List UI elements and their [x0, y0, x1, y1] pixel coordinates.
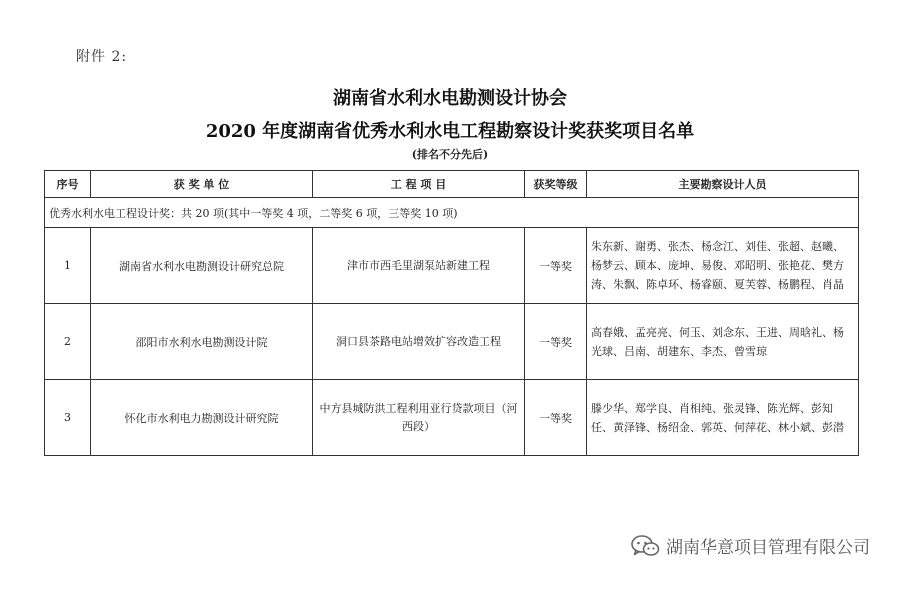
- org-title: 湖南省水利水电勘测设计协会: [333, 88, 567, 109]
- row-num: 2: [45, 304, 91, 380]
- table-row: [45, 228, 859, 304]
- awards-table: [44, 170, 859, 456]
- row-people: 朱东新、谢勇、张杰、杨念江、刘佳、张超、赵曦、杨梦云、顾本、庞坤、易俊、邓昭明、张艳花、樊方涛、朱飘、陈卓环、杨睿颐、夏芙蓉、杨鹏程、肖晶: [587, 228, 859, 304]
- category-text: 优秀水利水电工程设计奖：共 20 项(其中一等奖 4 项，二等奖 6 项，三等奖 10 项): [45, 198, 859, 228]
- watermark: [630, 533, 870, 558]
- document-title: 2020 年度湖南省优秀水利水电工程勘察设计奖获奖项目名单: [205, 121, 695, 142]
- row-people: 滕少华、郑学良、肖相纯、张灵锋、陈光辉、彭知任、黄泽锋、杨绍金、郭英、何萍花、林小斌、彭潜: [587, 380, 859, 456]
- header-num: 序号: [45, 171, 91, 198]
- row-num: 1: [45, 228, 91, 304]
- header-unit: 获 奖 单 位: [91, 171, 313, 198]
- row-project: 中方县城防洪工程利用亚行贷款项目（河西段）: [313, 380, 525, 456]
- attachment-label: 附件 2:: [76, 49, 128, 65]
- header-project: 工 程 项 目: [313, 171, 525, 198]
- row-project: 洞口县茶路电站增效扩容改造工程: [313, 304, 525, 380]
- row-level: 一等奖: [525, 380, 587, 456]
- row-people: 高春娥、孟亮亮、何玉、刘念东、王进、周晗礼、杨光球、吕南、胡建东、李杰、曾雪琼: [587, 304, 859, 380]
- row-unit: 怀化市水利电力勘测设计研究院: [91, 380, 313, 456]
- watermark-text: 湖南华意项目管理有限公司: [666, 538, 870, 558]
- header-row: [45, 171, 859, 198]
- row-unit: 湖南省水利水电勘测设计研究总院: [91, 228, 313, 304]
- wechat-icon: [630, 534, 660, 558]
- table-row: [45, 304, 859, 380]
- row-unit: 邵阳市水利水电勘测设计院: [91, 304, 313, 380]
- category-row: [45, 198, 859, 228]
- header-level: 获奖等级: [525, 171, 587, 198]
- row-num: 3: [45, 380, 91, 456]
- table-row: [45, 380, 859, 456]
- row-project: 津市市西毛里湖泵站新建工程: [313, 228, 525, 304]
- header-people: 主要勘察设计人员: [587, 171, 859, 198]
- row-level: 一等奖: [525, 228, 587, 304]
- ranking-note: (排名不分先后): [411, 148, 489, 161]
- row-level: 一等奖: [525, 304, 587, 380]
